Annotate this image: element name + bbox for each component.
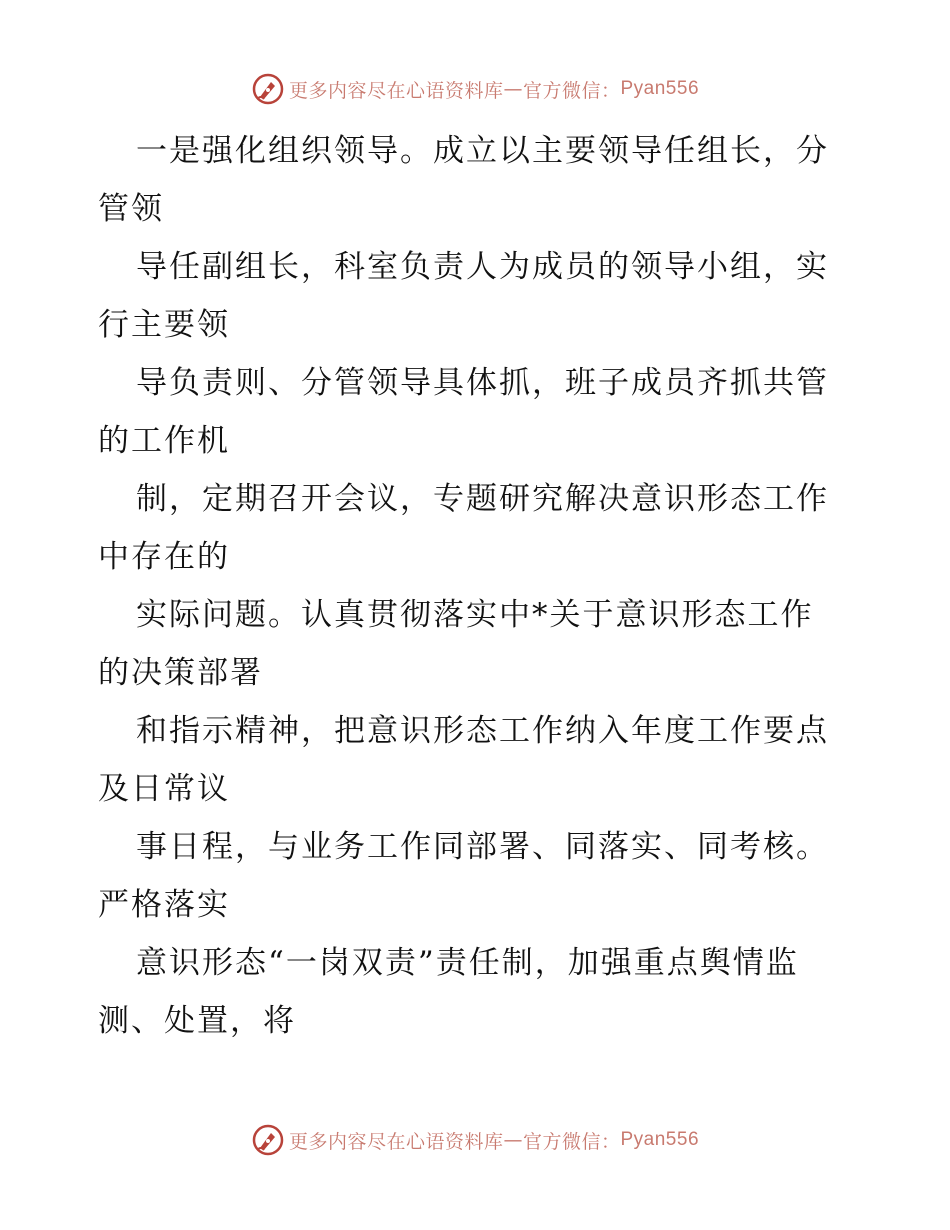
body-line: 一是强化组织领导。成立以主要领导任组长，分 (136, 133, 829, 169)
body-line: 制，定期召开会议，专题研究解决意识形态工作 (136, 481, 829, 517)
footer-watermark (0, 1123, 950, 1157)
watermark-wechat-label: 官方微信： (522, 1130, 621, 1153)
body-line: 意识形态“一岗双责”责任制，加强重点舆情监 (136, 945, 799, 981)
body-line: 的工作机 (98, 423, 230, 459)
body-line: 导任副组长，科室负责人为成员的领导小组，实 (136, 249, 829, 285)
body-line: 和指示精神，把意识形态工作纳入年度工作要点 (136, 713, 829, 749)
body-line: 中存在的 (98, 539, 230, 575)
body-line: 实际问题。认真贯彻落实中*关于意识形态工作 (136, 597, 814, 633)
body-line: 的决策部署 (98, 655, 263, 691)
body-line: 管领 (98, 191, 164, 227)
watermark-text: 更多内容尽在心语资料库 (288, 79, 504, 102)
watermark-dash: — (503, 1129, 523, 1151)
document-body (98, 122, 858, 1050)
body-line: 导负责则、分管领导具体抓，班子成员齐抓共管 (136, 365, 829, 401)
body-line: 测、处置，将 (98, 1003, 296, 1039)
watermark-wechat-id: Pyan556 (620, 78, 700, 99)
header-watermark (0, 72, 950, 106)
body-line: 行主要领 (98, 307, 230, 343)
body-line: 及日常议 (98, 771, 230, 807)
watermark-text: 更多内容尽在心语资料库 (288, 1130, 504, 1153)
watermark-wechat-id: Pyan556 (620, 1129, 700, 1150)
pen-nib-logo-icon (251, 72, 285, 106)
watermark-wechat-label: 官方微信： (522, 79, 621, 102)
body-line: 事日程，与业务工作同部署、同落实、同考核。 (136, 829, 829, 865)
pen-nib-logo-icon (251, 1123, 285, 1157)
body-line: 严格落实 (98, 887, 230, 923)
watermark-dash: — (503, 78, 523, 100)
